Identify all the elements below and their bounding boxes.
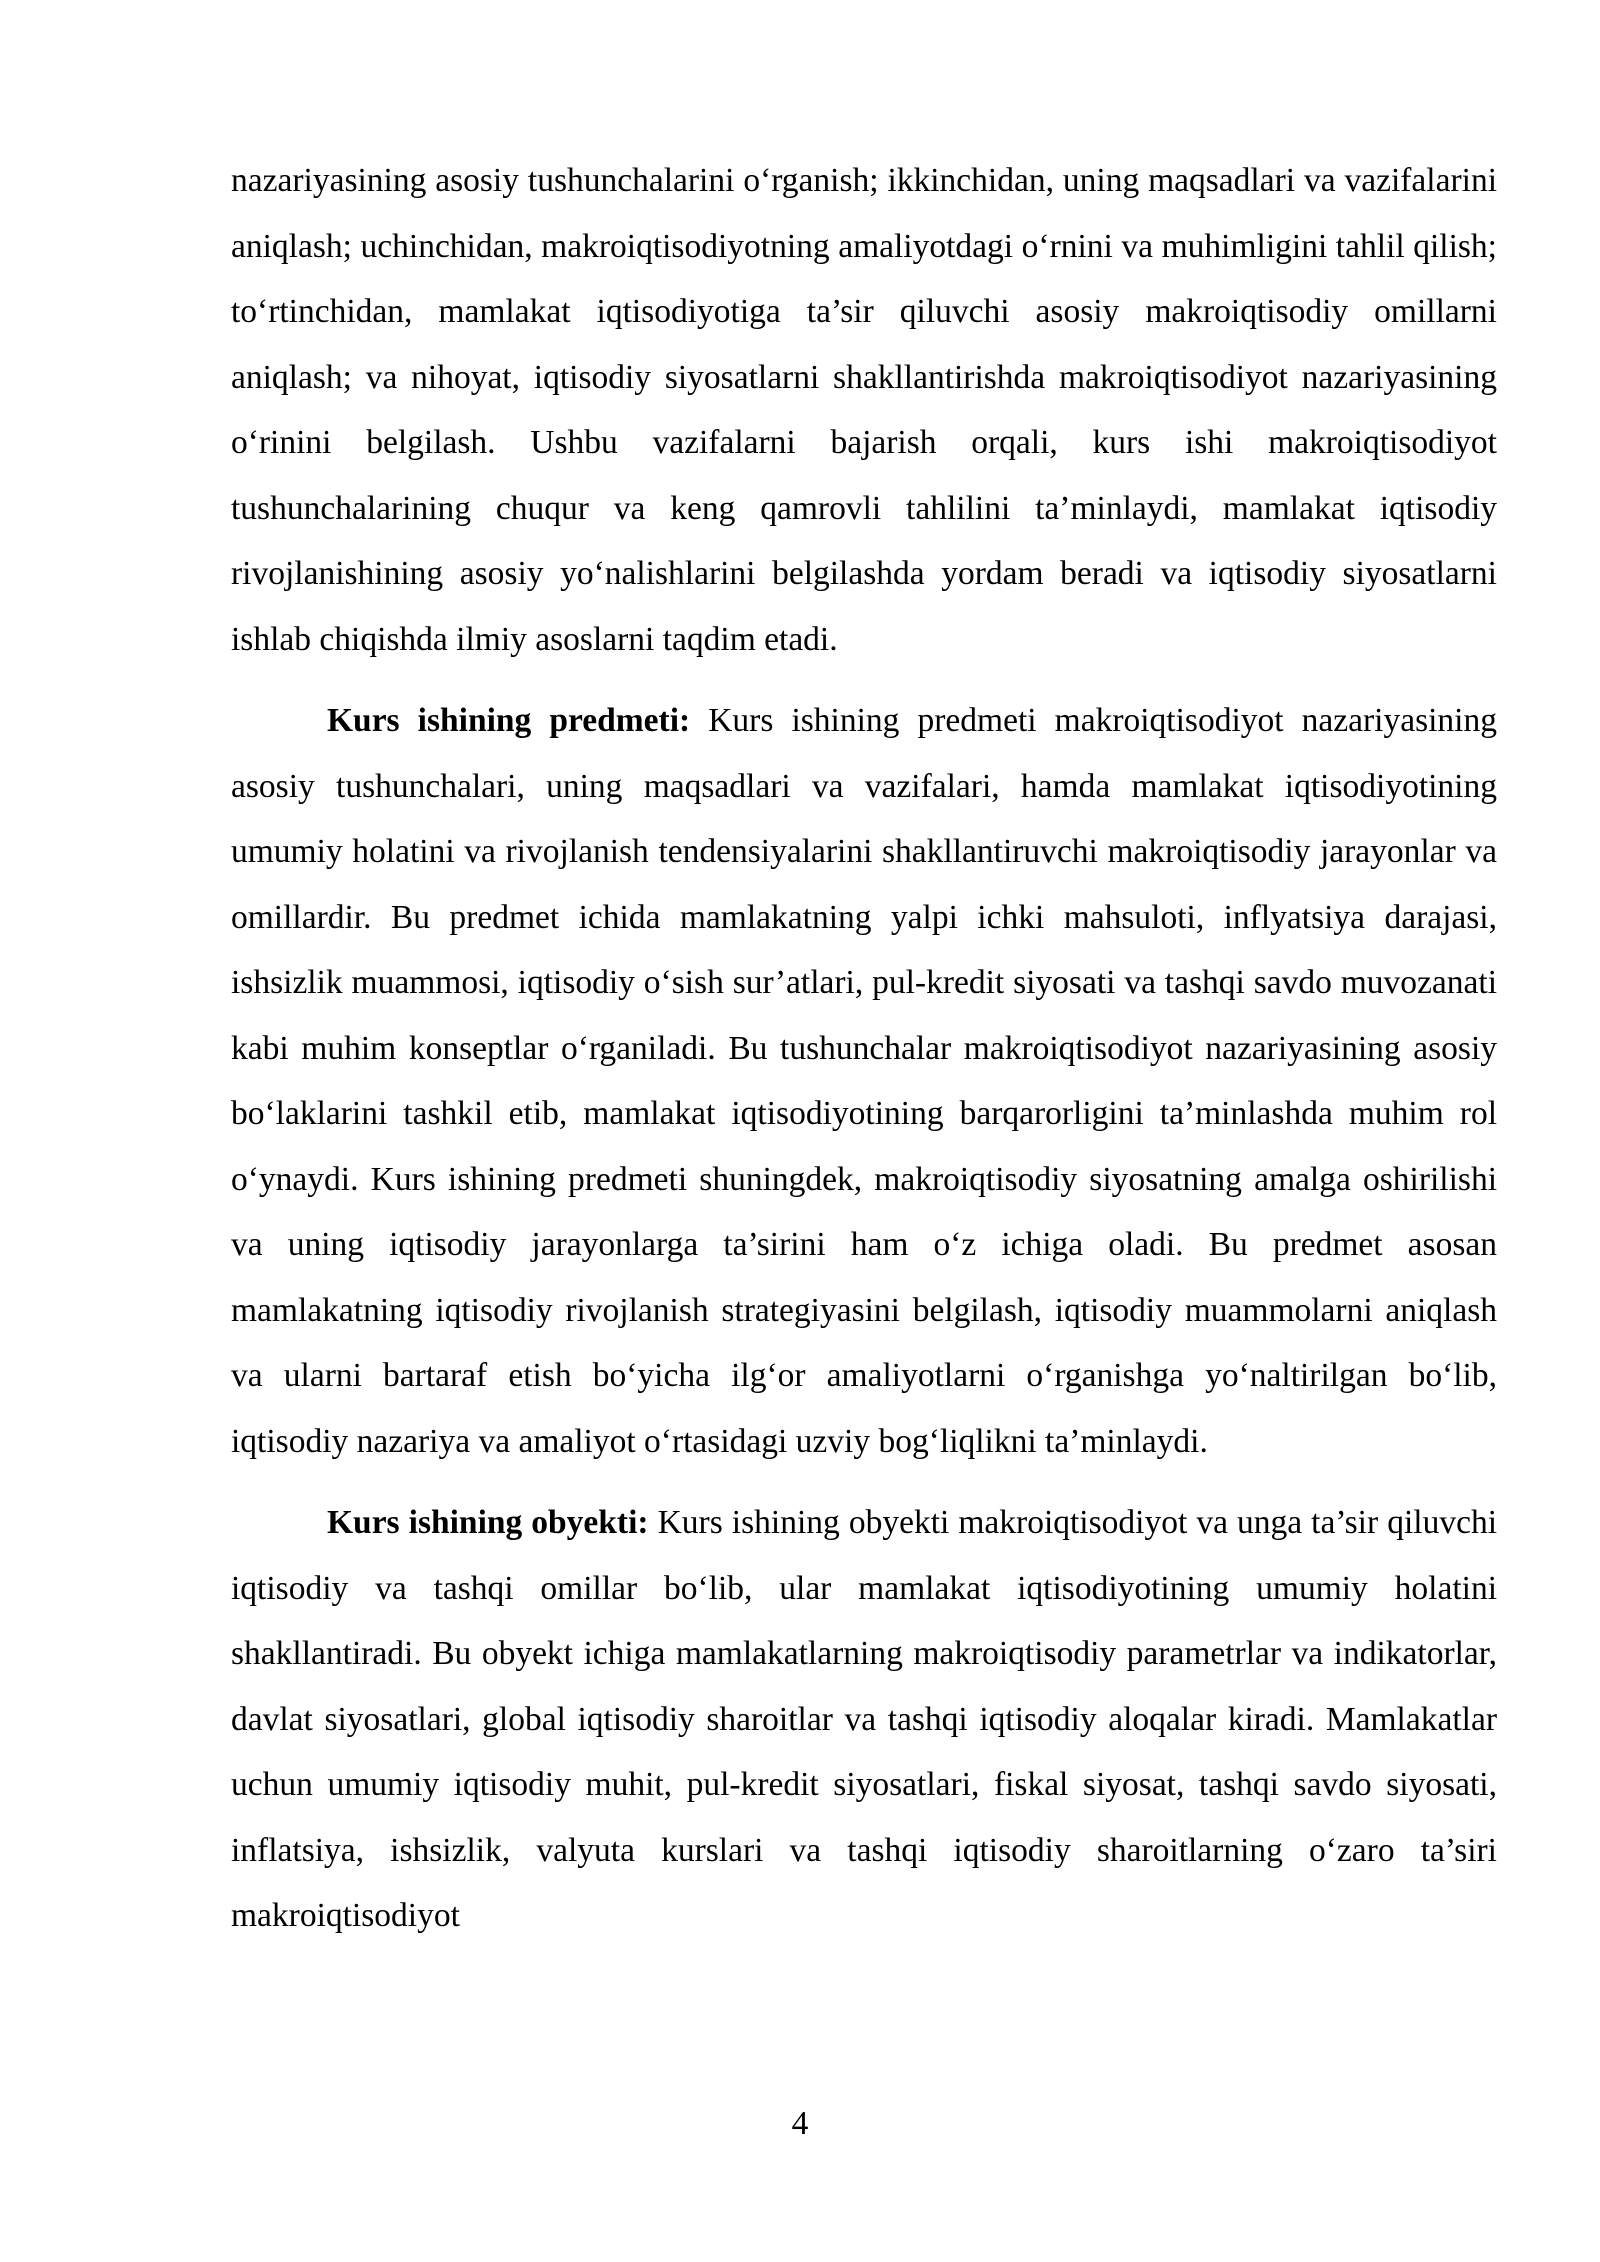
- paragraph-body: nazariyasining asosiy tushunchalarini o‘rganish; ikkinchidan, uning maqsadlari va vazifalarini aniqlash; uchinchidan, makroiqtisodiyotning amaliyotdagi o‘rnini va muhimligini tahlil qilish; to‘rtinchidan, mamlakat iqtisodiyotiga ta’sir qiluvchi asosiy makroiqtisodiy omillarni aniqlash; va nihoyat, iqtisodiy siyosatlarni shakllantirishda makroiqtisodiyot nazariyasining o‘rinini belgilash. Ushbu vazifalarni bajarish orqali, kurs ishi makroiqtisodiyot tushunchalarining chuqur va keng qamrovli tahlilini ta’minlaydi, mamlakat iqtisodiy rivojlanishining asosiy yo‘nalishlarini belgilashda yordam beradi va iqtisodiy siyosatlarni ishlab chiqishda ilmiy asoslarni taqdim etadi.: [231, 162, 1497, 658]
- page-number: 4: [791, 2105, 809, 2142]
- paragraph-course-subject: [231, 688, 1497, 1474]
- paragraph-heading-object: Kurs ishining obyekti:: [327, 1504, 649, 1541]
- body-text: [231, 148, 1497, 1949]
- paragraph-course-object: [231, 1490, 1497, 1949]
- paragraph-body-subject: Kurs ishining predmeti makroiqtisodiyot nazariyasining asosiy tushunchalari, uning maqsadlari va vazifalari, hamda mamlakat iqtisodiyotining umumiy holatini va rivojlanish tendensiyalarini shakllantiruvchi makroiqtisodiy jarayonlar va omillardir. Bu predmet ichida mamlakatning yalpi ichki mahsuloti, inflyatsiya darajasi, ishsizlik muammosi, iqtisodiy o‘sish sur’atlari, pul-kredit siyosati va tashqi savdo muvozanati kabi muhim konseptlar o‘rganiladi. Bu tushunchalar makroiqtisodiyot nazariyasining asosiy bo‘laklarini tashkil etib, mamlakat iqtisodiyotining barqarorligini ta’minlashda muhim rol o‘ynaydi. Kurs ishining predmeti shuningdek, makroiqtisodiy siyosatning amalga oshirilishi va uning iqtisodiy jarayonlarga ta’sirini ham o‘z ichiga oladi. Bu predmet asosan mamlakatning iqtisodiy rivojlanish strategiyasini belgilash, iqtisodiy muammolarni aniqlash va ularni bartaraf etish bo‘yicha ilg‘or amaliyotlarni o‘rganishga yo‘naltirilgan bo‘lib, iqtisodiy nazariya va amaliyot o‘rtasidagi uzviy bog‘liqlikni ta’minlaydi.: [231, 702, 1497, 1460]
- paragraph-body-object: Kurs ishining obyekti makroiqtisodiyot va unga ta’sir qiluvchi iqtisodiy va tashqi omillar bo‘lib, ular mamlakat iqtisodiyotining umumiy holatini shakllantiradi. Bu obyekt ichiga mamlakatlarning makroiqtisodiy parametrlar va indikatorlar, davlat siyosatlari, global iqtisodiy sharoitlar va tashqi iqtisodiy aloqalar kiradi. Mamlakatlar uchun umumiy iqtisodiy muhit, pul-kredit siyosatlari, fiskal siyosat, tashqi savdo siyosati, inflatsiya, ishsizlik, valyuta kurslari va tashqi iqtisodiy sharoitlarning o‘zaro ta’siri makroiqtisodiyot: [231, 1504, 1497, 1934]
- paragraph-continuation: [231, 148, 1497, 672]
- paragraph-heading-subject: Kurs ishining predmeti:: [327, 702, 691, 739]
